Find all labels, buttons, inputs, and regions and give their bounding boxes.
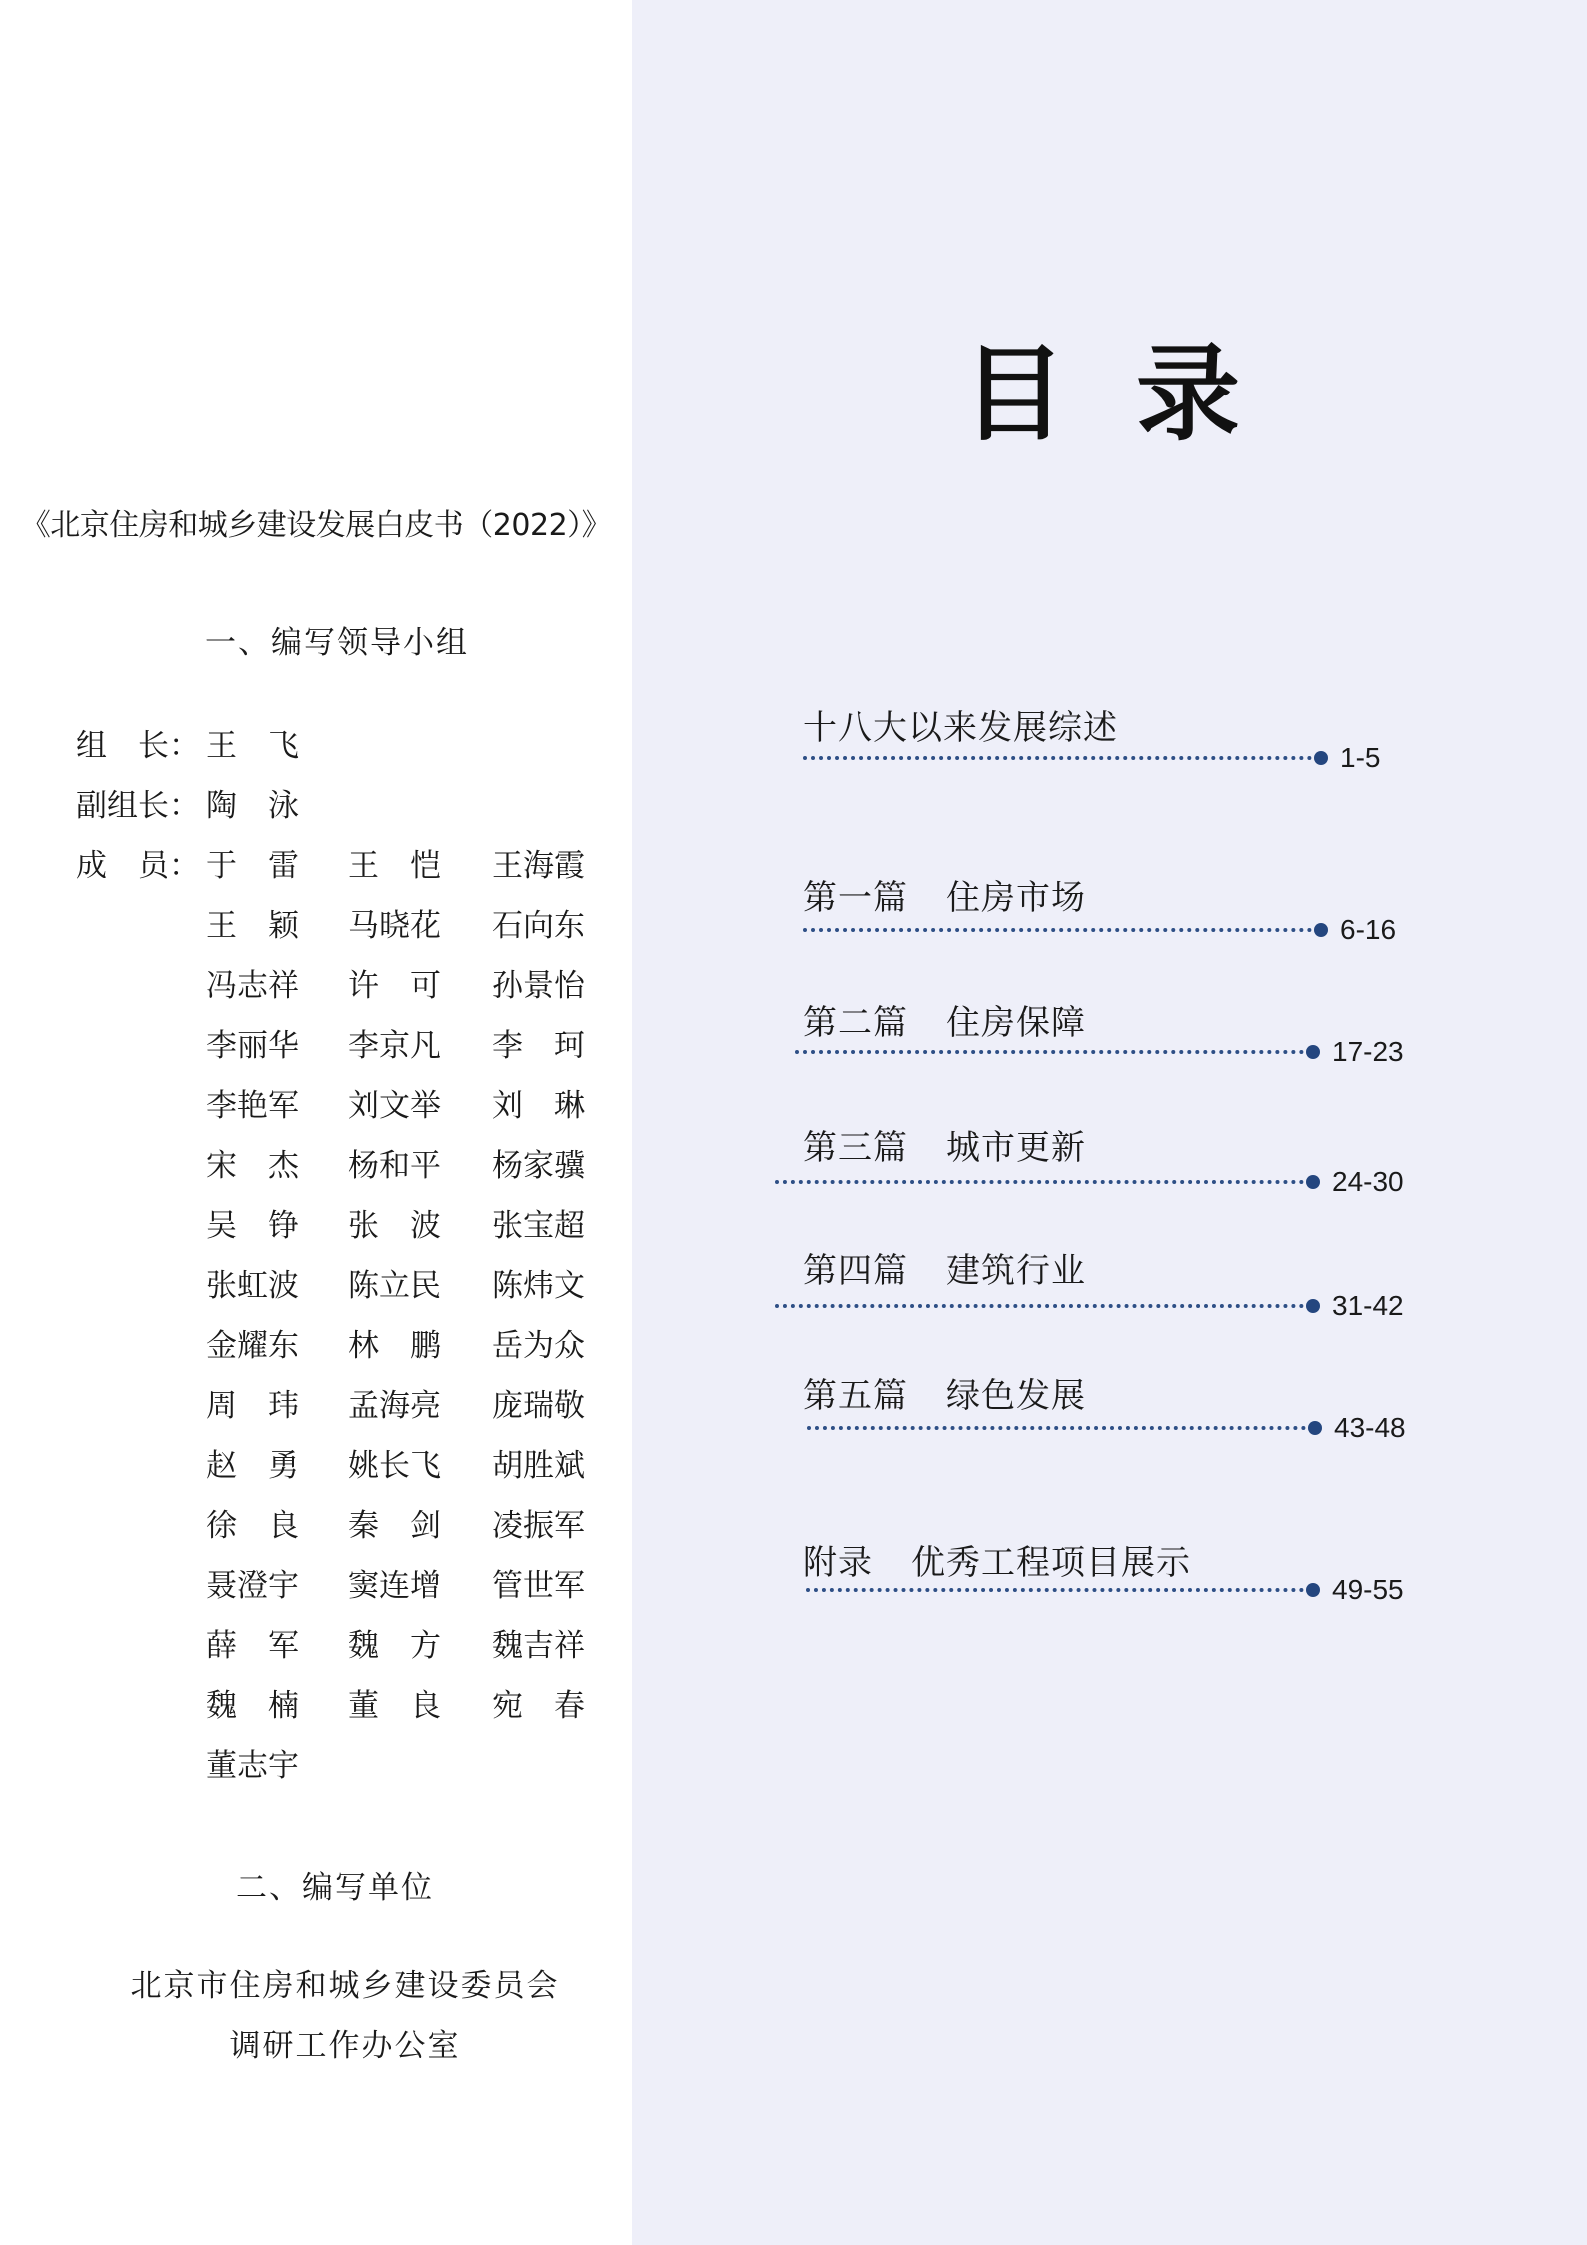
leader-name: 王 飞 (206, 728, 299, 764)
member-name: 孙景怡 (492, 968, 585, 1004)
toc-entry-label (803, 1535, 1191, 1584)
member-name: 张虹波 (206, 1268, 299, 1304)
member-name: 李 珂 (492, 1028, 585, 1064)
role-leader-label: 组 长： (76, 728, 200, 764)
member-name: 宋 杰 (206, 1148, 299, 1184)
toc-leader-line (775, 1180, 1304, 1184)
toc-page-range: 43-48 (1334, 1412, 1406, 1443)
member-name: 刘 琳 (492, 1088, 585, 1124)
member-name: 孟海亮 (348, 1388, 441, 1424)
toc-bullet-icon (1306, 1175, 1320, 1189)
toc-page-range: 49-55 (1332, 1574, 1404, 1605)
member-name: 杨和平 (348, 1148, 441, 1184)
unit-office: 调研工作办公室 (229, 2028, 461, 2064)
toc-entry-title: 绿色发展 (946, 1376, 1086, 1416)
member-name: 王 颖 (206, 908, 299, 944)
member-name: 李艳军 (206, 1088, 299, 1124)
toc-bullet-icon (1314, 751, 1328, 765)
role-deputy-label: 副组长： (76, 788, 200, 824)
toc-leader-line (806, 1588, 1304, 1592)
toc-entry-title: 住房保障 (946, 1003, 1086, 1043)
toc-entry-label (803, 870, 1086, 919)
member-name: 姚长飞 (348, 1448, 441, 1484)
member-name: 王海霞 (492, 848, 585, 884)
toc-bullet-icon (1306, 1045, 1320, 1059)
toc-leader-line (775, 1304, 1304, 1308)
member-name: 魏吉祥 (492, 1628, 585, 1664)
member-name: 陈立民 (348, 1268, 441, 1304)
toc-entry-title: 建筑行业 (946, 1251, 1086, 1291)
deputy-name: 陶 泳 (206, 788, 299, 824)
section-heading-unit: 二、编写单位 (236, 1870, 434, 1906)
toc-entry-label (803, 995, 1086, 1044)
member-name: 张 波 (348, 1208, 441, 1244)
member-name: 董 良 (348, 1688, 441, 1724)
member-name: 张宝超 (492, 1208, 585, 1244)
toc-entry-label (803, 700, 1118, 749)
toc-entry-number: 第五篇 (803, 1376, 908, 1416)
toc-entry-title: 优秀工程项目展示 (911, 1543, 1191, 1583)
member-name: 庞瑞敬 (492, 1388, 585, 1424)
toc-leader-line (795, 1050, 1304, 1054)
member-name: 许 可 (348, 968, 441, 1004)
member-name: 薛 军 (206, 1628, 299, 1664)
member-name: 马晓花 (348, 908, 441, 944)
member-name: 石向东 (492, 908, 585, 944)
toc-entry-title: 十八大以来发展综述 (803, 708, 1118, 748)
toc-entry-label (803, 1368, 1086, 1417)
toc-entry-label (803, 1243, 1086, 1292)
member-name: 赵 勇 (206, 1448, 299, 1484)
toc-bullet-icon (1306, 1583, 1320, 1597)
member-name: 秦 剑 (348, 1508, 441, 1544)
toc-entry-number: 第一篇 (803, 878, 908, 918)
toc-entry-number: 第三篇 (803, 1128, 908, 1168)
member-name: 林 鹏 (348, 1328, 441, 1364)
toc-page-range: 17-23 (1332, 1036, 1404, 1067)
toc-page-range: 31-42 (1332, 1290, 1404, 1321)
toc-title: 目录 (962, 333, 1311, 455)
toc-leader-line (803, 756, 1312, 760)
toc-entry-title: 住房市场 (946, 878, 1086, 918)
member-name: 陈炜文 (492, 1268, 585, 1304)
member-name: 宛 春 (492, 1688, 585, 1724)
member-name: 岳为众 (492, 1328, 585, 1364)
toc-bullet-icon (1308, 1421, 1322, 1435)
member-name: 于 雷 (206, 848, 299, 884)
toc-entry-title: 城市更新 (946, 1128, 1086, 1168)
toc-page-range: 24-30 (1332, 1166, 1404, 1197)
member-name: 吴 铮 (206, 1208, 299, 1244)
toc-entry-number: 第四篇 (803, 1251, 908, 1291)
member-name: 冯志祥 (206, 968, 299, 1004)
member-name: 胡胜斌 (492, 1448, 585, 1484)
toc-entry-number: 第二篇 (803, 1003, 908, 1043)
member-name: 李京凡 (348, 1028, 441, 1064)
book-title: 《北京住房和城乡建设发展白皮书（2022）》 (20, 508, 612, 543)
member-name: 周 玮 (206, 1388, 299, 1424)
member-name: 聂澄宇 (206, 1568, 299, 1604)
member-name: 徐 良 (206, 1508, 299, 1544)
unit-name: 北京市住房和城乡建设委员会 (130, 1968, 560, 2004)
toc-leader-line (803, 928, 1312, 932)
credits-panel (0, 0, 632, 2245)
role-members-label: 成 员： (76, 848, 200, 884)
member-name: 杨家骥 (492, 1148, 585, 1184)
member-name: 李丽华 (206, 1028, 299, 1064)
member-name: 魏 楠 (206, 1688, 299, 1724)
toc-leader-line (807, 1426, 1306, 1430)
member-name: 凌振军 (492, 1508, 585, 1544)
member-name: 管世军 (492, 1568, 585, 1604)
toc-page-range: 6-16 (1340, 914, 1397, 945)
member-name: 金耀东 (206, 1328, 299, 1364)
toc-bullet-icon (1314, 923, 1328, 937)
member-name: 王 恺 (348, 848, 441, 884)
section-heading-leadership: 一、编写领导小组 (205, 625, 469, 661)
member-name: 窦连增 (348, 1568, 441, 1604)
toc-entry-number: 附录 (803, 1543, 873, 1583)
member-name: 董志宇 (206, 1748, 299, 1784)
toc-bullet-icon (1306, 1299, 1320, 1313)
toc-entry-label (803, 1120, 1086, 1169)
member-name: 魏 方 (348, 1628, 441, 1664)
member-name: 刘文举 (348, 1088, 441, 1124)
toc-page-range: 1-5 (1340, 742, 1381, 773)
